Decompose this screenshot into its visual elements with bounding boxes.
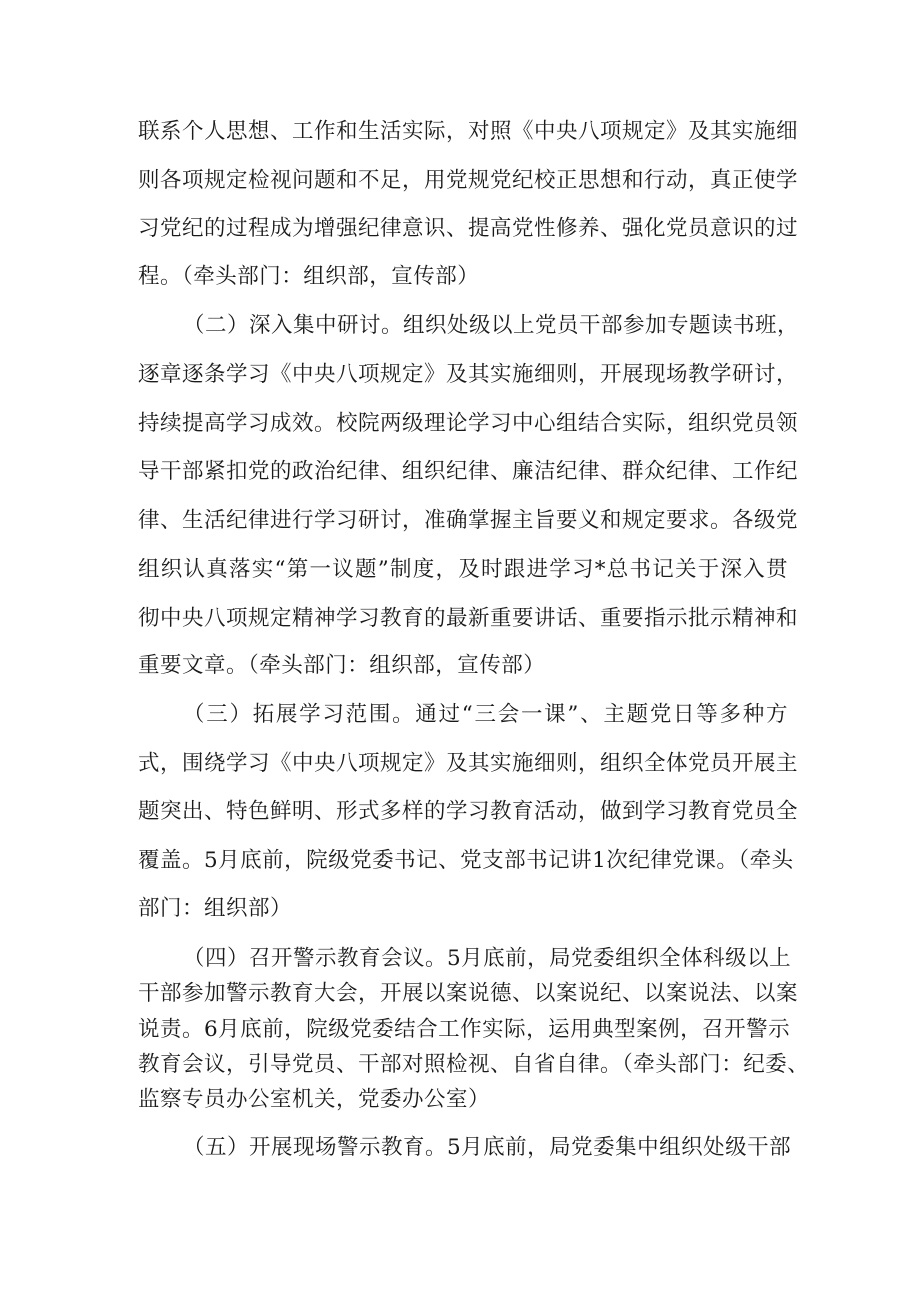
text-line: 联系个人思想、工作和生活实际，对照《中央八项规定》及其实施细 (138, 119, 799, 144)
text-line: 导干部紧扣党的政治纪律、组织纪律、廉洁纪律、群众纪律、工作纪 (138, 459, 799, 484)
text-line: 则各项规定检视问题和不足，用党规党纪校正思想和行动，真正使学 (138, 168, 799, 193)
text-line: 教育会议，引导党员、干部对照检视、自省自律。（牵头部门：纪委、 (138, 1052, 810, 1077)
text-line: 程。（牵头部门：组织部，宣传部） (138, 264, 480, 289)
text-line: 监察专员办公室机关，党委办公室） (138, 1087, 491, 1112)
text-line: 题突出、特色鲜明、形式多样的学习教育活动，做到学习教育党员全 (138, 799, 799, 824)
text-line: 覆盖。5月底前，院级党委书记、党支部书记讲1次纪律党课。（牵头 (138, 848, 794, 873)
text-line: （四）召开警示教育会议。5月底前，局党委组织全体科级以上 (183, 946, 792, 971)
text-line: 式，围绕学习《中央八项规定》及其实施细则，组织全体党员开展主 (138, 751, 799, 776)
text-line: 律、生活纪律进行学习研讨，准确掌握主旨要义和规定要求。各级党 (138, 508, 799, 533)
text-line: （五）开展现场警示教育。5月底前，局党委集中组织处级干部 (183, 1135, 792, 1160)
text-line: 组织认真落实“第一议题”制度，及时跟进学习*总书记关于深入贯 (138, 557, 788, 582)
text-line: 持续提高学习成效。校院两级理论学习中心组结合实际，组织党员领 (138, 411, 799, 436)
text-line: （三）拓展学习范围。通过“三会一课”、主题党日等多种方 (183, 702, 788, 727)
text-line: 部门：组织部） (138, 896, 293, 921)
text-line: 逐章逐条学习《中央八项规定》及其实施细则，开展现场教学研讨， (138, 362, 799, 387)
text-line: 彻中央八项规定精神学习教育的最新重要讲话、重要指示批示精神和 (138, 606, 799, 631)
text-line: 习党纪的过程成为增强纪律意识、提高党性修养、强化党员意识的过 (138, 216, 799, 241)
text-line: （二）深入集中研讨。组织处级以上党员干部参加专题读书班， (183, 313, 800, 338)
text-line: 说责。6月底前，院级党委结合工作实际，运用典型案例，召开警示 (138, 1017, 791, 1042)
text-line: 干部参加警示教育大会，开展以案说德、以案说纪、以案说法、以案 (138, 981, 799, 1006)
text-line: 重要文章。（牵头部门：组织部，宣传部） (138, 653, 546, 678)
